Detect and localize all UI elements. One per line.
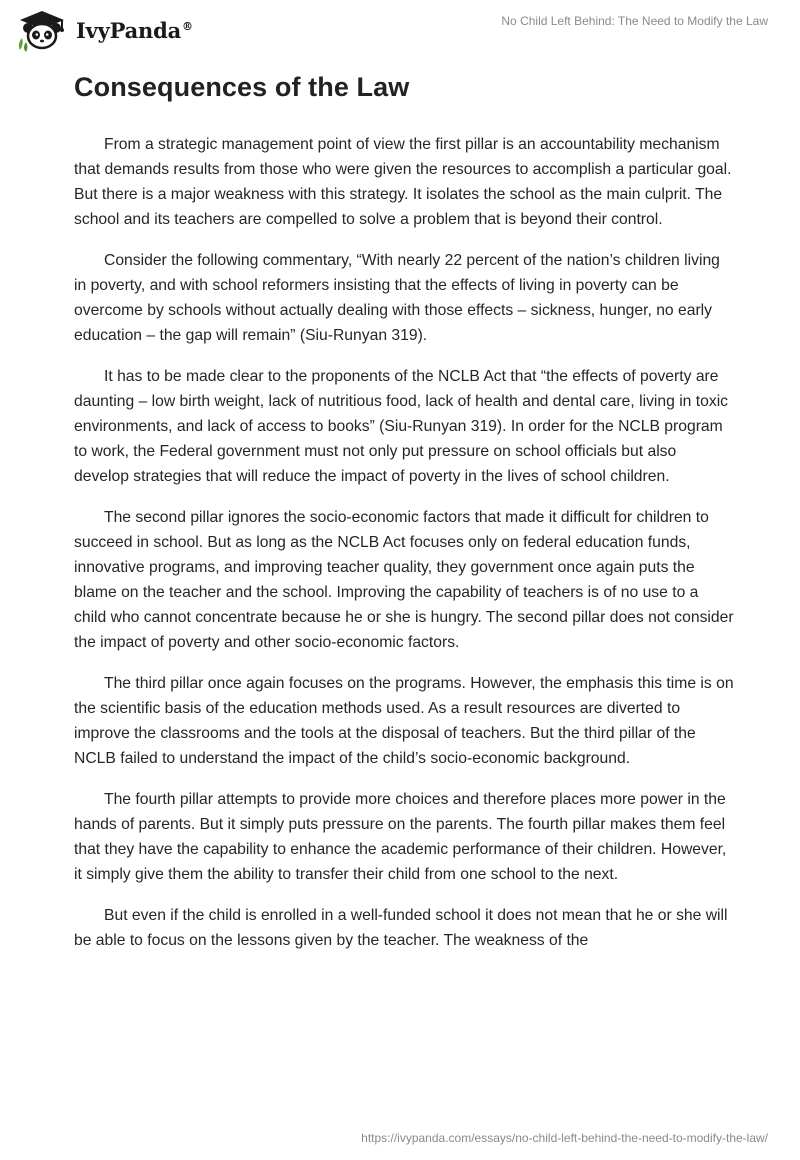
paragraph: But even if the child is enrolled in a well-funded school it does not mean that he or she will be able to focus on the lessons given by the teacher. The weakness of the: [74, 907, 728, 949]
page-header: [0, 0, 800, 60]
paragraph: It has to be made clear to the proponents of the NCLB Act that “the effects of poverty are daunting – low birth weight, lack of nutritious food, lack of health and dental care, living in toxic environments, and lack of access to books” (Siu-Runyan 319). In order for the NCLB program to work, the Federal government must not only put pressure on school officials but also develop strategies that will reduce the impact of poverty in the lives of school children.: [74, 368, 729, 485]
paragraph: Consider the following commentary, “With nearly 22 percent of the nation’s children living in poverty, and with school reformers insisting that the effects of living in poverty can be overcome by schools without actually dealing with those effects – sickness, hunger, no early education – the gap will remain” (Siu-Runyan 319).: [74, 252, 720, 344]
paragraph: The fourth pillar attempts to provide more choices and therefore places more power in the hands of parents. But it simply puts pressure on the parents. The fourth pillar makes them feel that they have the capability to enhance the academic performance of their children. However, it simply give them the ability to transfer their child from one school to the next.: [74, 791, 727, 883]
paragraph: The third pillar once again focuses on the programs. However, the emphasis this time is on the scientific basis of the education methods used. As a result resources are diverted to improve the classrooms and the tools at the disposal of teachers. But the third pillar of the NCLB failed to understand the impact of the child’s socio-economic background.: [74, 675, 734, 767]
panda-logo-icon: [14, 8, 70, 52]
paragraph: The second pillar ignores the socio-economic factors that made it difficult for children to succeed in school. But as long as the NCLB Act focuses only on federal education funds, innovative programs, and improving teacher quality, they government once again puts the blame on the teacher and the school. Improving the capability of teachers is of no use to a child who cannot concentrate because he or she is hungry. The second pillar does not consider the impact of poverty and other socio-economic factors.: [74, 509, 734, 651]
document-title: No Child Left Behind: The Need to Modify the Law: [501, 14, 768, 28]
logo-wordmark: IvyPanda®: [76, 17, 193, 43]
source-url-link[interactable]: https://ivypanda.com/essays/no-child-left-behind-the-need-to-modify-the-law/: [361, 1131, 768, 1145]
section-heading: Consequences of the Law: [74, 72, 410, 102]
article-body: [74, 132, 734, 969]
ivypanda-logo[interactable]: [14, 8, 193, 52]
paragraph: From a strategic management point of view the first pillar is an accountability mechanism that demands results from those who were given the resources to accomplish a particular goal. But there is a major weakness with this strategy. It isolates the school as the main culprit. The school and its teachers are compelled to solve a problem that is beyond their control.: [74, 136, 732, 228]
